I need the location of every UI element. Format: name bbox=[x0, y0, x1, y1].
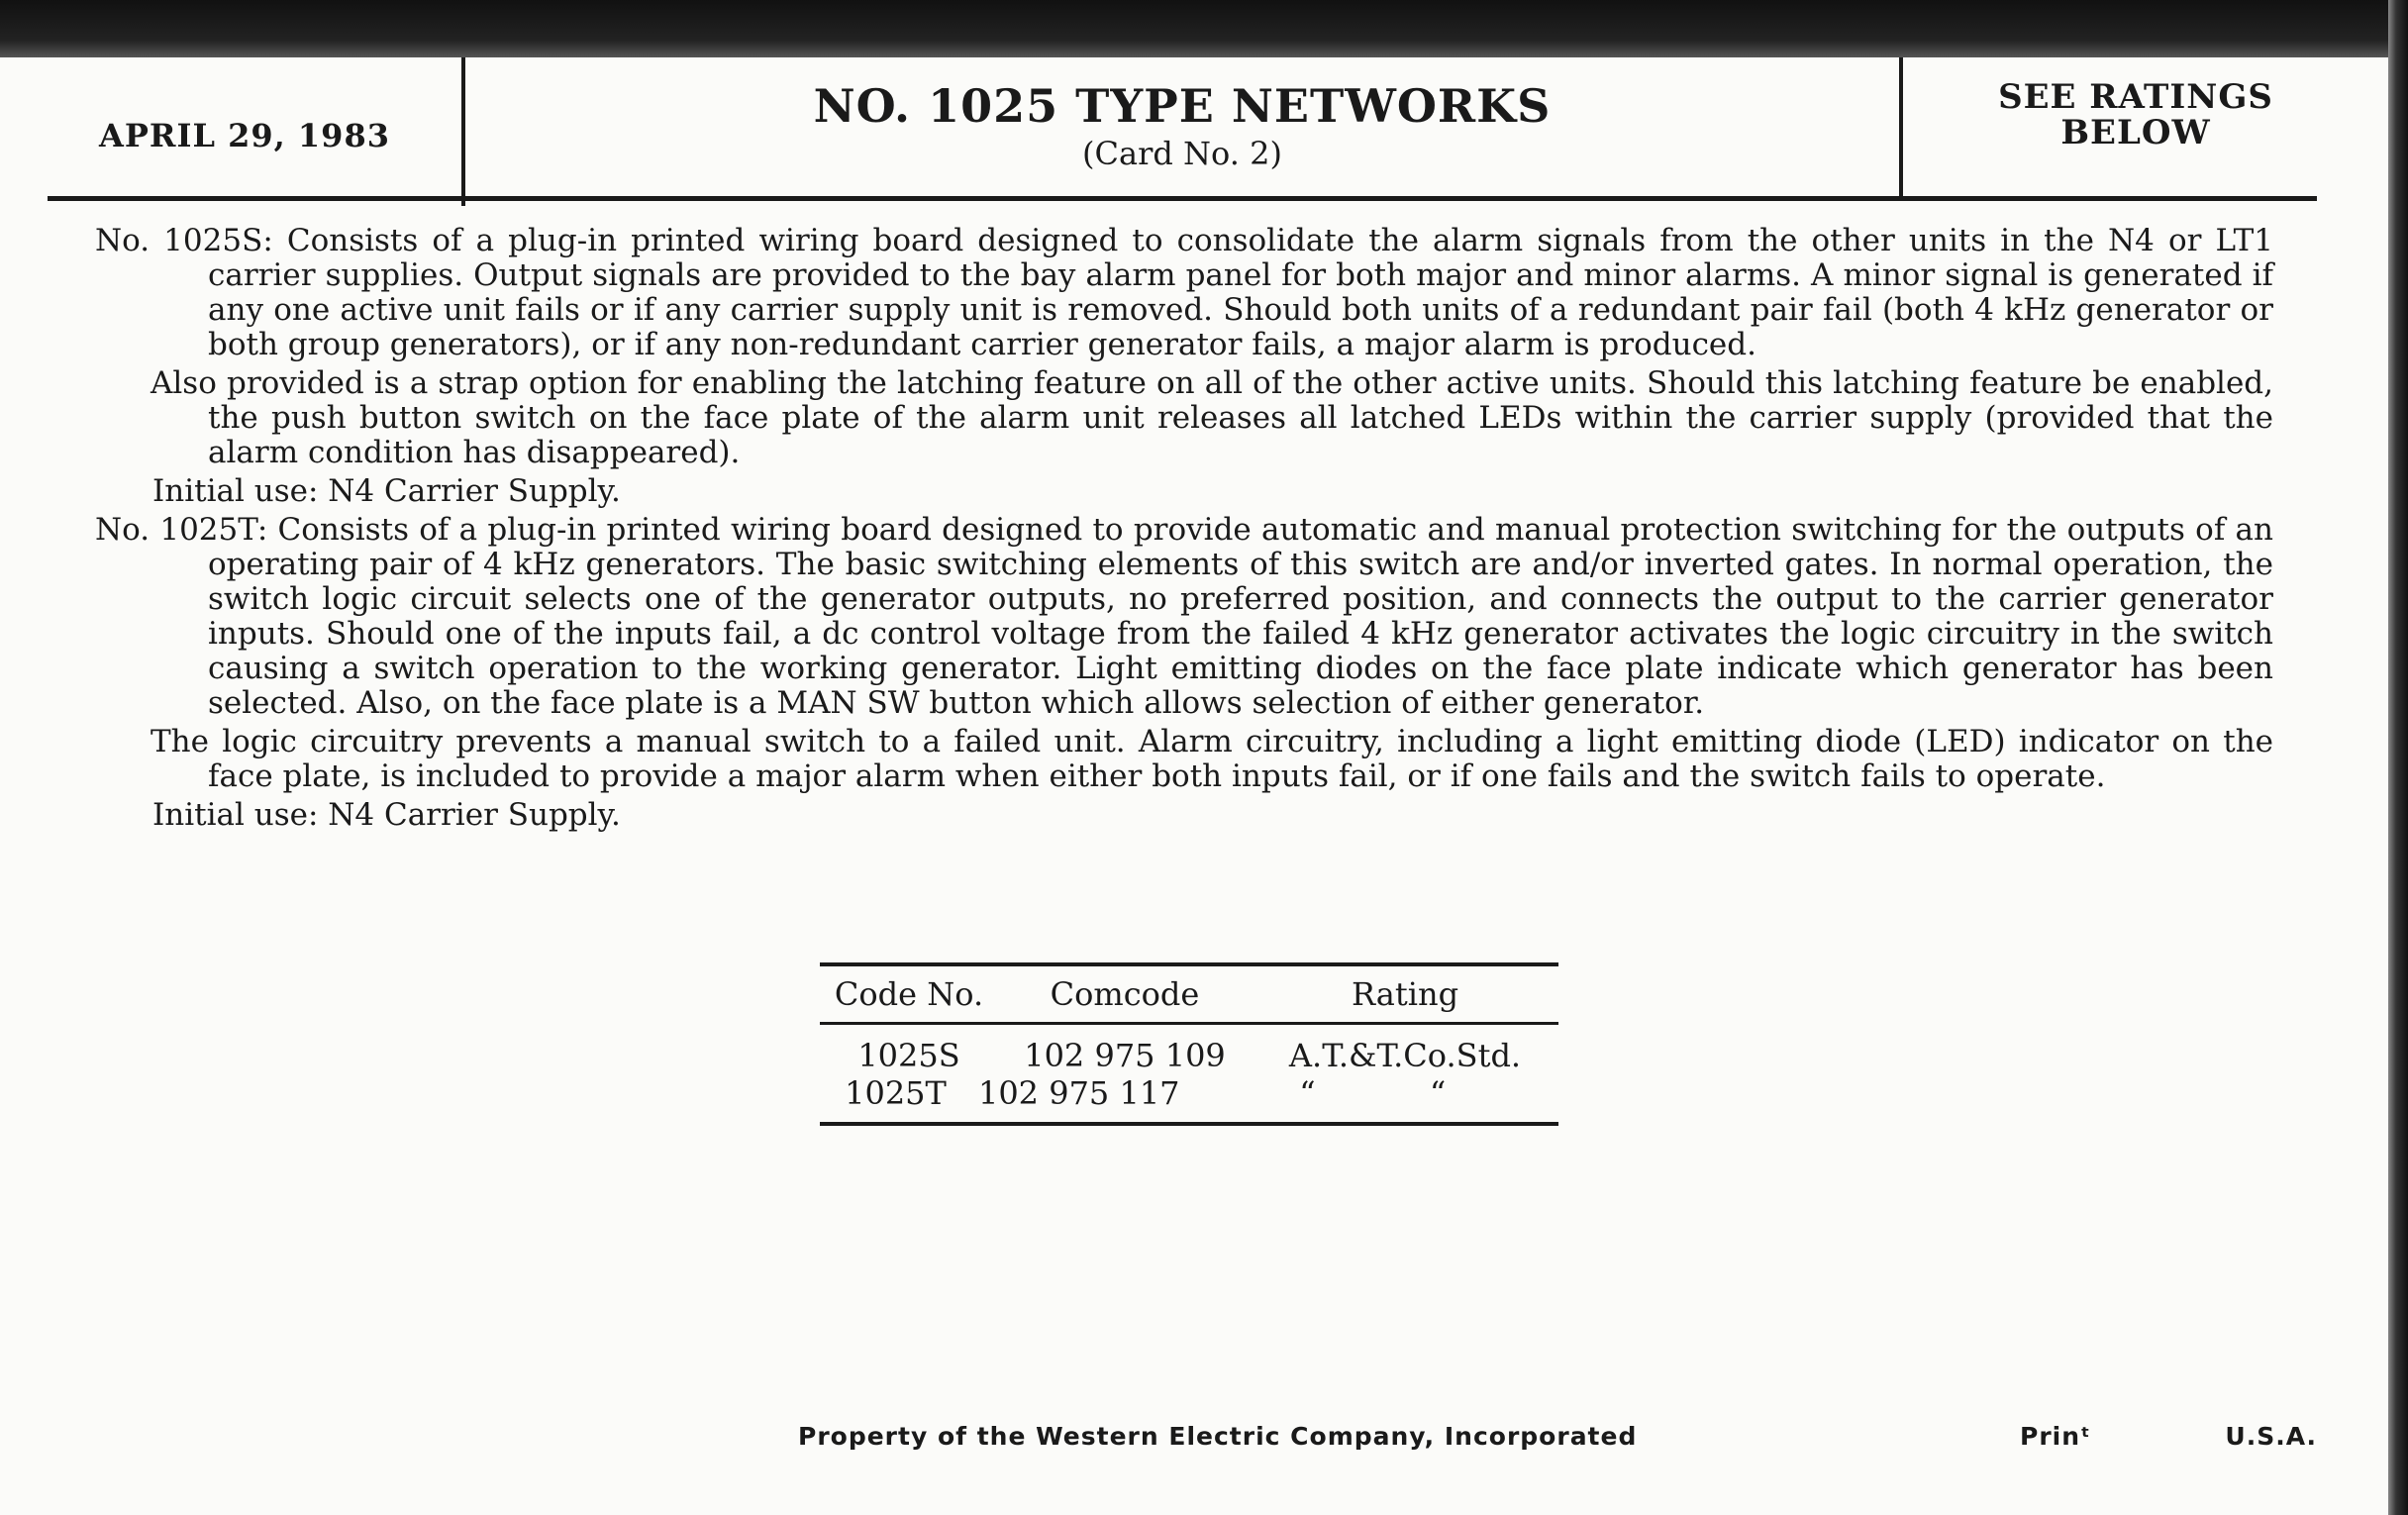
issue-date: APRIL 29, 1983 bbox=[99, 117, 390, 154]
card-subtitle: (Card No. 2) bbox=[1082, 135, 1282, 172]
header-comcode: Comcode bbox=[1050, 975, 1200, 1013]
country-label: U.S.A. bbox=[2225, 1422, 2317, 1451]
initial-use-1025s: Initial use: N4 Carrier Supply. bbox=[152, 473, 621, 509]
cell-rating: A.T.&T.Co.Std. bbox=[1288, 1037, 1522, 1074]
card-title: NO. 1025 TYPE NETWORKS bbox=[813, 79, 1552, 133]
document-card bbox=[0, 57, 2388, 1515]
ratings-note-line2: BELOW bbox=[2060, 113, 2211, 152]
header-code-no: Code No. bbox=[834, 975, 984, 1013]
cell-rating bbox=[1187, 1074, 1558, 1112]
initial-use-1025t: Initial use: N4 Carrier Supply. bbox=[152, 797, 621, 833]
paragraph-1025t: No. 1025T: Consists of a plug-in printed wiring board designed to provide automatic and manual protection switching for the outputs of an operating pair of 4 kHz generators. The basic switching elements of this switch are and/or inverted gates. In normal operation, the switch logic circuit selects one of the generator outputs, no preferred position, and connects the output to the carrier generator inputs. Should one of the inputs fail, a dc control voltage from the failed 4 kHz generator activates the logic circuitry in the switch causing a switch operation to the working generator. Light emitting diodes on the face plate indicate which generator has been selected. Also, on the face plate is a MAN SW button which allows selection of either generator. bbox=[95, 512, 2273, 721]
header-rule bbox=[48, 196, 2317, 201]
body-text bbox=[95, 224, 2273, 833]
table-body bbox=[820, 1025, 1558, 1122]
table-bottom-rule bbox=[820, 1122, 1558, 1126]
cell-comcode: 102 975 109 bbox=[1024, 1037, 1226, 1074]
header-rating: Rating bbox=[1351, 975, 1459, 1013]
ratings-table bbox=[820, 962, 1558, 1126]
ditto-mark: “ bbox=[1299, 1074, 1316, 1112]
card-header bbox=[0, 57, 2388, 206]
cell-code: 1025S bbox=[857, 1037, 960, 1074]
property-notice: Property of the Western Electric Company, Incorporated bbox=[798, 1422, 1638, 1451]
scan-border-top bbox=[0, 0, 2408, 57]
ratings-note-line1: SEE RATINGS bbox=[1998, 77, 2273, 117]
print-label: Prinᵗ bbox=[2020, 1422, 2091, 1451]
table-header-row bbox=[820, 966, 1558, 1022]
ratings-note bbox=[1903, 79, 2368, 151]
table-row bbox=[820, 1037, 1558, 1074]
ditto-mark: “ bbox=[1429, 1074, 1447, 1112]
cell-comcode: 102 975 117 bbox=[977, 1074, 1180, 1112]
paragraph-1025s-latching: Also provided is a strap option for enabling the latching feature on all of the other active units. Should this latching feature be enabled, the push button switch on the face plate of the alarm unit releases all latched LEDs within the carrier supply (provided that the alarm condition has disappeared). bbox=[150, 365, 2273, 470]
print-notice bbox=[2020, 1422, 2317, 1451]
table-row bbox=[820, 1074, 1558, 1112]
paragraph-1025s: No. 1025S: Consists of a plug-in printed wiring board designed to consolidate the alarm signals from the other units in the N4 or LT1 carrier supplies. Output signals are provided to the bay alarm panel for both major and minor alarms. A minor signal is generated if any one active unit fails or if any carrier supply unit is removed. Should both units of a redundant pair fail (both 4 kHz generator or both group generators), or if any non-redundant carrier generator fails, a major alarm is produced. bbox=[95, 223, 2273, 362]
paragraph-1025t-logic: The logic circuitry prevents a manual switch to a failed unit. Alarm circuitry, including a light emitting diode (LED) indicator on the face plate, is included to provide a major alarm when either both inputs fail, or if one fails and the switch fails to operate. bbox=[150, 724, 2273, 794]
scan-border-right bbox=[2388, 0, 2408, 1515]
cell-code: 1025T bbox=[845, 1074, 947, 1112]
